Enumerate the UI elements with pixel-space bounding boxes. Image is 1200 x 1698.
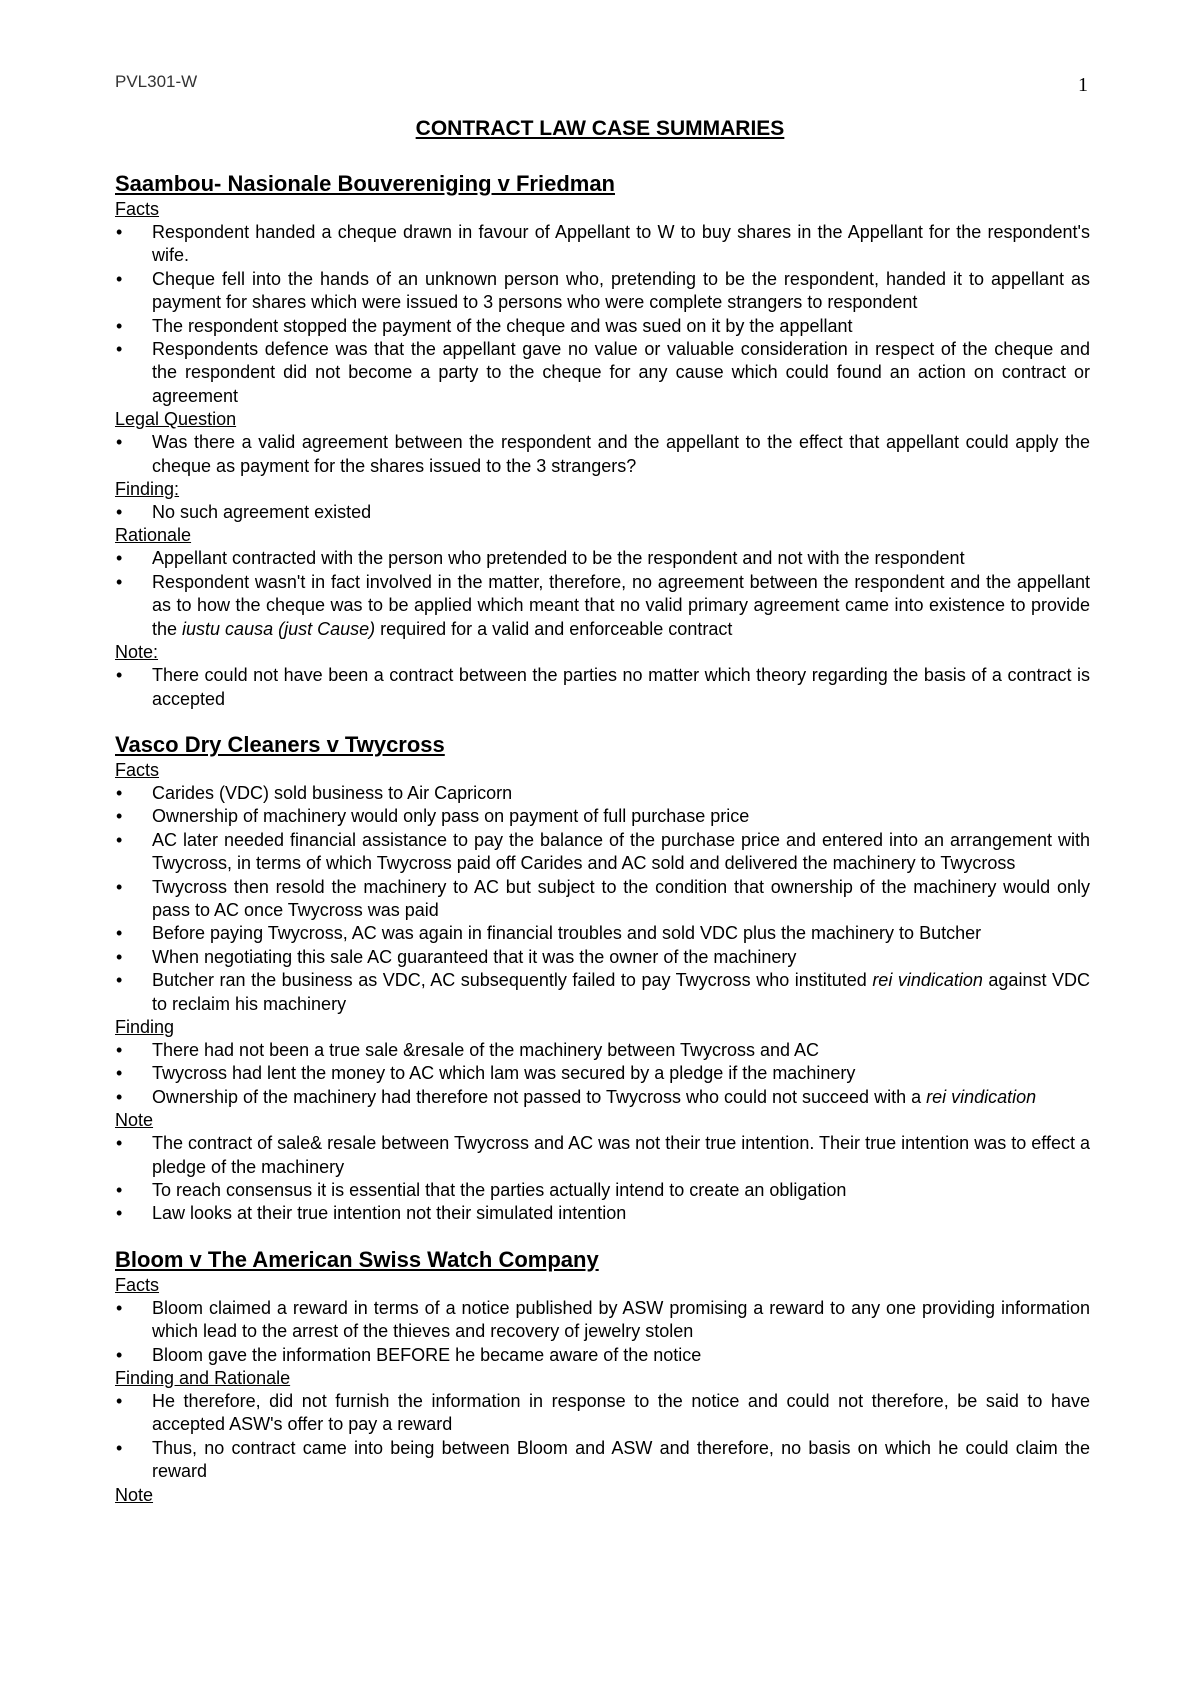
bullet-text: Thus, no contract came into being between Bloom and ASW and therefore, no basis on which he could claim the reward xyxy=(152,1437,1090,1482)
bullet-item xyxy=(115,922,1090,945)
bullet-icon: • xyxy=(116,1203,123,1224)
bullet-item xyxy=(115,782,1090,805)
bullet-text: When negotiating this sale AC guaranteed that it was the owner of the machinery xyxy=(152,946,797,967)
bullet-item xyxy=(115,338,1090,408)
bullet-list xyxy=(115,431,1090,478)
bullet-text: There could not have been a contract between the parties no matter which theory regarding the basis of a contract is accepted xyxy=(152,665,1090,709)
bullet-list xyxy=(115,1039,1090,1109)
latin-term: rei vindication xyxy=(926,1086,1037,1107)
section-label: Note xyxy=(115,1110,154,1131)
bullet-item xyxy=(115,1179,1090,1202)
bullet-icon: • xyxy=(116,432,123,453)
bullet-text: No such agreement existed xyxy=(152,502,372,523)
bullet-item xyxy=(115,571,1090,641)
bullet-icon: • xyxy=(116,665,123,686)
case-title: Saambou- Nasionale Bouvereniging v Friedman xyxy=(115,171,615,196)
bullet-text: Cheque fell into the hands of an unknown person who, pretending to be the respondent, handed it to appellant as payment for shares which were issued to 3 persons who were complete strangers to respondent xyxy=(152,268,1090,313)
bullet-text-continued: against VDC to reclaim his machinery xyxy=(152,970,1090,1014)
bullet-item xyxy=(115,1202,1090,1225)
bullet-text: Carides (VDC) sold business to Air Capricorn xyxy=(152,782,513,803)
bullet-icon: • xyxy=(116,1133,123,1154)
bullet-text: Butcher ran the business as VDC, AC subsequently failed to pay Twycross who instituted xyxy=(152,970,873,991)
bullet-icon: • xyxy=(116,782,123,803)
bullet-text: Bloom gave the information BEFORE he became aware of the notice xyxy=(152,1344,702,1365)
bullet-icon: • xyxy=(116,806,123,827)
bullet-list xyxy=(115,664,1090,711)
bullet-text: Respondent wasn't in fact involved in the matter, therefore, no agreement between the respondent and the appellant as to how the cheque was to be applied which meant that no valid primary agreement came into existence to provide the xyxy=(152,571,1090,639)
bullet-item xyxy=(115,664,1090,711)
bullet-text: Twycross had lent the money to AC which lam was secured by a pledge if the machinery xyxy=(152,1063,856,1084)
bullet-icon: • xyxy=(116,548,123,569)
latin-term: rei vindication xyxy=(872,970,983,991)
case-summary xyxy=(115,1246,1090,1507)
bullet-item xyxy=(115,829,1090,876)
section-label: Note xyxy=(115,1484,154,1505)
bullet-icon: • xyxy=(116,1063,123,1084)
latin-term: iustu causa (just Cause) xyxy=(182,618,376,639)
section-label: Facts xyxy=(115,1274,160,1295)
bullet-icon: • xyxy=(116,571,123,592)
bullet-icon: • xyxy=(116,1086,123,1107)
document-title: CONTRACT LAW CASE SUMMARIES xyxy=(415,117,785,140)
bullet-icon: • xyxy=(116,222,123,242)
bullet-icon: • xyxy=(116,315,123,336)
section-label: Facts xyxy=(115,759,160,780)
bullet-item xyxy=(115,1344,1090,1367)
bullet-icon: • xyxy=(116,1437,123,1458)
bullet-icon: • xyxy=(116,1344,123,1365)
section-label: Finding: xyxy=(115,479,180,500)
case-title: Bloom v The American Swiss Watch Company xyxy=(115,1246,599,1272)
section-label: Rationale xyxy=(115,525,192,546)
case-title: Vasco Dry Cleaners v Twycross xyxy=(115,731,445,757)
bullet-text: Bloom claimed a reward in terms of a notice published by ASW promising a reward to any one providing information which lead to the arrest of the thieves and recovery of jewelry stolen xyxy=(152,1297,1090,1342)
bullet-icon: • xyxy=(116,1039,123,1060)
bullet-icon: • xyxy=(116,946,123,967)
bullet-text: Law looks at their true intention not their simulated intention xyxy=(152,1203,627,1224)
bullet-icon: • xyxy=(116,876,123,897)
bullet-icon: • xyxy=(116,1391,123,1412)
bullet-icon: • xyxy=(116,1180,123,1200)
bullet-list xyxy=(115,221,1090,408)
bullet-text: Appellant contracted with the person who pretended to be the respondent and not with the respondent xyxy=(152,548,965,569)
bullet-list xyxy=(115,501,1090,524)
bullet-list xyxy=(115,1390,1090,1484)
case-summary xyxy=(115,731,1090,1226)
bullet-list xyxy=(115,782,1090,1016)
bullet-icon: • xyxy=(116,268,123,289)
bullet-item xyxy=(115,547,1090,570)
bullet-list xyxy=(115,1297,1090,1367)
bullet-text: Respondent handed a cheque drawn in favour of Appellant to W to buy shares in the Appellant for the respondent's wife. xyxy=(152,222,1090,266)
bullet-item xyxy=(115,501,1090,524)
bullet-text: The contract of sale& resale between Twycross and AC was not their true intention. Their true intention was to effect a pledge of the machinery xyxy=(152,1133,1090,1177)
section-label: Facts xyxy=(115,199,160,219)
bullet-item xyxy=(115,431,1090,478)
case-summary xyxy=(115,170,1090,711)
page-number: 1 xyxy=(1078,74,1088,96)
bullet-text: He therefore, did not furnish the information in response to the notice and could not therefore, be said to have accepted ASW's offer to pay a reward xyxy=(152,1391,1090,1435)
bullet-text: The respondent stopped the payment of the cheque and was sued on it by the appellant xyxy=(152,315,853,336)
bullet-item xyxy=(115,1437,1090,1484)
bullet-text: Ownership of the machinery had therefore not passed to Twycross who could not succeed with a xyxy=(152,1086,927,1107)
bullet-icon: • xyxy=(116,339,123,360)
section-label: Finding xyxy=(115,1016,175,1037)
section-label: Note: xyxy=(115,642,159,663)
bullet-icon: • xyxy=(116,970,123,991)
bullet-item xyxy=(115,876,1090,923)
bullet-text: There had not been a true sale &resale of the machinery between Twycross and AC xyxy=(152,1039,820,1060)
bullet-item xyxy=(115,1132,1090,1179)
bullet-item xyxy=(115,1062,1090,1085)
bullet-icon: • xyxy=(116,829,123,850)
bullet-item xyxy=(115,1039,1090,1062)
bullet-item xyxy=(115,805,1090,828)
bullet-icon: • xyxy=(116,923,123,944)
section-label: Finding and Rationale xyxy=(115,1368,291,1389)
bullet-text: AC later needed financial assistance to pay the balance of the purchase price and entered into an arrangement with Twycross, in terms of which Twycross paid off Carides and AC sold and delivered the machinery to Twycross xyxy=(152,829,1090,874)
bullet-text: Before paying Twycross, AC was again in financial troubles and sold VDC plus the machinery to Butcher xyxy=(152,923,982,944)
bullet-item xyxy=(115,1086,1090,1109)
bullet-text-continued: required for a valid and enforceable contract xyxy=(375,618,733,639)
bullet-list xyxy=(115,1132,1090,1226)
bullet-text: Twycross then resold the machinery to AC but subject to the condition that ownership of the machinery would only pass to AC once Twycross was paid xyxy=(152,876,1090,920)
bullet-icon: • xyxy=(116,502,123,523)
case-summaries xyxy=(115,170,1090,1507)
bullet-item xyxy=(115,1390,1090,1437)
bullet-item xyxy=(115,221,1090,268)
bullet-icon: • xyxy=(116,1297,123,1318)
bullet-item xyxy=(115,268,1090,315)
bullet-list xyxy=(115,547,1090,641)
bullet-text: Ownership of machinery would only pass on payment of full purchase price xyxy=(152,806,750,827)
bullet-item xyxy=(115,946,1090,969)
bullet-text: Was there a valid agreement between the respondent and the appellant to the effect that appellant could apply the cheque as payment for the shares issued to the 3 strangers? xyxy=(152,432,1090,476)
bullet-item xyxy=(115,315,1090,338)
bullet-text: To reach consensus it is essential that the parties actually intend to create an obligation xyxy=(152,1180,847,1200)
section-label: Legal Question xyxy=(115,409,237,430)
course-code: PVL301-W xyxy=(115,72,198,91)
bullet-text: Respondents defence was that the appellant gave no value or valuable consideration in respect of the cheque and the respondent did not become a party to the cheque for any cause which could found an action on contract or agreement xyxy=(152,339,1090,406)
bullet-item xyxy=(115,1297,1090,1344)
bullet-item xyxy=(115,969,1090,1016)
